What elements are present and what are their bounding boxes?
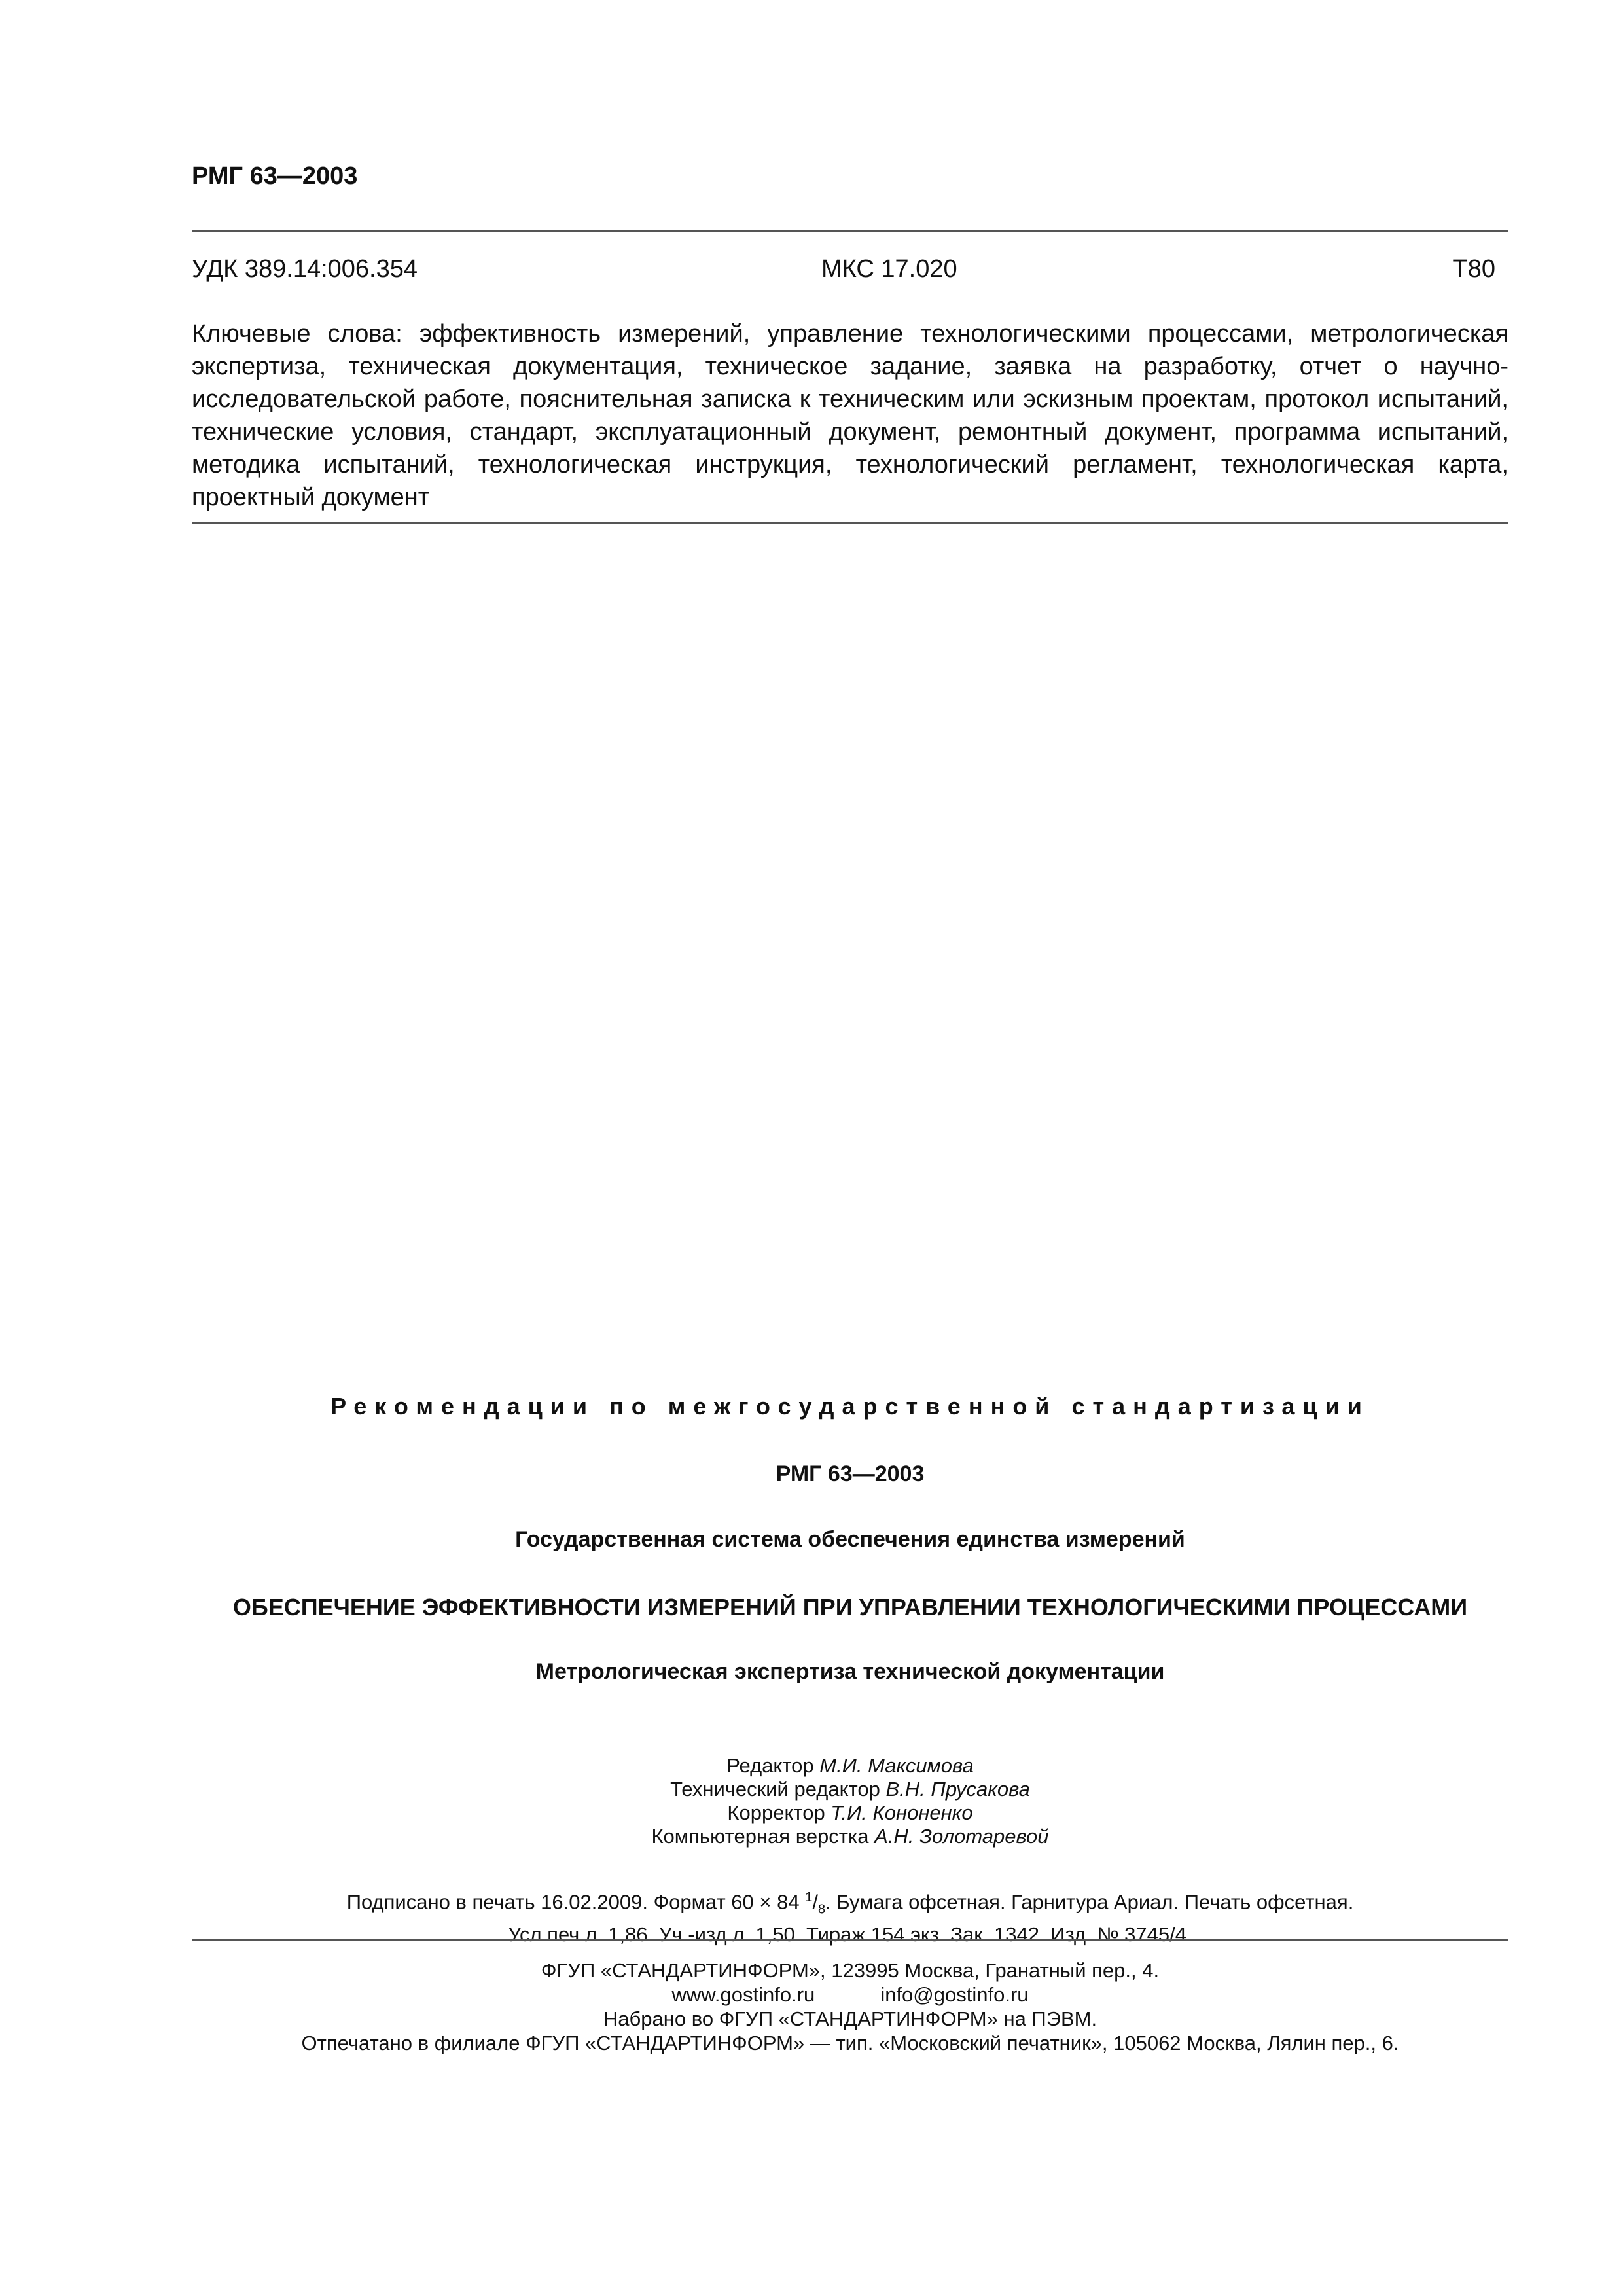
publisher-address: ФГУП «СТАНДАРТИНФОРМ», 123995 Москва, Гранатный пер., 4. [541, 1959, 1160, 1982]
format-fraction-separator: / [812, 1890, 818, 1914]
credit-tech-editor [192, 1778, 1508, 1801]
credit-editor [192, 1754, 1508, 1778]
credit-name: А.Н. Золотаревой [874, 1825, 1049, 1848]
print-info [192, 1885, 1508, 1947]
credit-name: В.Н. Прусакова [885, 1778, 1030, 1801]
email-link[interactable]: info@gostinfo.ru [880, 1983, 1029, 2006]
udk-code: УДК 389.14:006.354 [192, 255, 418, 283]
group-code: Т80 [1452, 255, 1495, 283]
typeset-info: Набрано во ФГУП «СТАНДАРТИНФОРМ» на ПЭВМ. [603, 2007, 1097, 2030]
series-title: Рекомендации по межгосударственной стандартизации [330, 1393, 1370, 1420]
publisher-contacts [192, 1982, 1508, 2007]
top-divider [192, 230, 1508, 232]
credit-role: Технический редактор [670, 1778, 880, 1801]
classification-row [192, 255, 1495, 288]
mks-code: МКС 17.020 [821, 255, 957, 283]
credit-role: Компьютерная верстка [651, 1825, 869, 1848]
subtitle: Метрологическая экспертиза технической документации [535, 1659, 1165, 1684]
format-fraction-numerator: 1 [805, 1890, 813, 1905]
document-code-header: РМГ 63—2003 [192, 162, 358, 190]
printed-info: Отпечатано в филиале ФГУП «СТАНДАРТИНФОРМ» — тип. «Московский печатник», 105062 Москва, Лялин пер., 6. [301, 2032, 1399, 2054]
imprint-divider [192, 1939, 1508, 1941]
credit-name: Т.И. Кононенко [830, 1801, 973, 1824]
print-info-text: . Бумага офсетная. Гарнитура Ариал. Печать офсетная. [825, 1890, 1354, 1914]
main-title: ОБЕСПЕЧЕНИЕ ЭФФЕКТИВНОСТИ ИЗМЕРЕНИЙ ПРИ УПРАВЛЕНИИ ТЕХНОЛОГИЧЕСКИМИ ПРОЦЕССАМИ [232, 1594, 1468, 1621]
print-info-line-1 [192, 1885, 1508, 1922]
print-info-line-2: Усл.печ.л. 1,86. Уч.-изд.л. 1,50. Тираж 154 экз. Зак. 1342. Изд. № 3745/4. [508, 1922, 1192, 1946]
system-name: Государственная система обеспечения единства измерений [515, 1527, 1185, 1552]
credit-corrector [192, 1801, 1508, 1825]
credit-role: Редактор [726, 1754, 814, 1777]
credit-name: М.И. Максимова [819, 1754, 974, 1777]
keywords-paragraph [192, 317, 1508, 514]
keywords-divider [192, 522, 1508, 524]
keywords-text: Ключевые слова: эффективность измерений, управление технологическими процессами, метрологическая экспертиза, техническая документация, техническое задание, заявка на разработку, отчет о научно-исследовательской работе, пояснительная записка к техническим или эскизным проектам, протокол испытаний, технические условия, стандарт, эксплуатационный документ, ремонтный документ, программа испытаний, методика испытаний, технологическая инструкция, технологический регламент, технологическая карта, проектный документ [192, 320, 1508, 511]
credits-block [192, 1754, 1508, 1848]
credit-layout [192, 1825, 1508, 1848]
publisher-block [192, 1958, 1508, 2055]
standard-code: РМГ 63—2003 [776, 1462, 925, 1486]
format-fraction-denominator: 8 [817, 1902, 826, 1917]
print-info-text: Подписано в печать 16.02.2009. Формат 60 × 84 [346, 1890, 806, 1914]
credit-role: Корректор [727, 1801, 825, 1824]
website-link[interactable]: www.gostinfo.ru [671, 1983, 815, 2006]
